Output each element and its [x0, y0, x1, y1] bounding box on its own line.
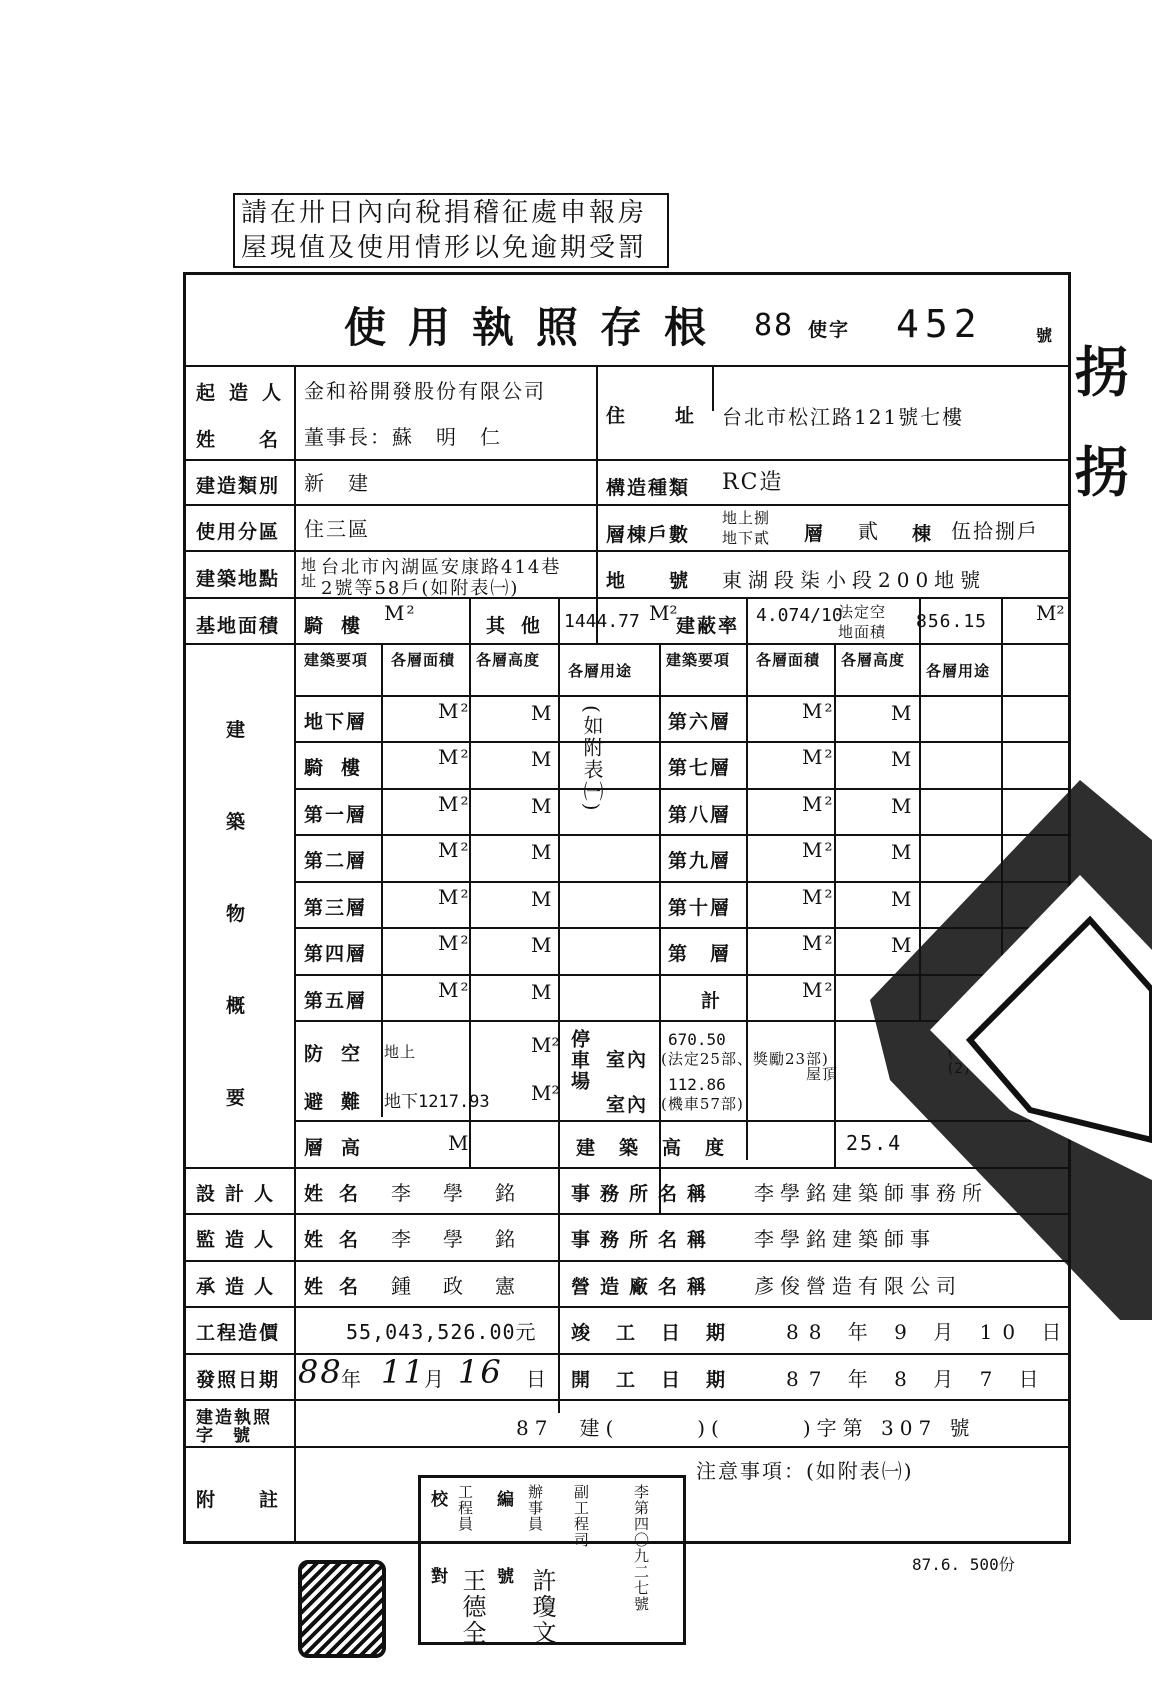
height-unit: M — [531, 840, 554, 864]
building-unit: 棟 — [912, 523, 934, 545]
side-label-1: 建 — [226, 719, 248, 741]
completion-label: 竣工日期 — [571, 1322, 752, 1344]
lot-label: 地號 — [606, 570, 733, 592]
shelter-label-2: 避難 — [304, 1091, 379, 1113]
designer-name-label: 姓名 — [304, 1183, 375, 1205]
storey-height-unit: M — [448, 1131, 471, 1155]
permit-prefix: 使字 — [808, 319, 851, 341]
designer-label: 設計人 — [196, 1183, 284, 1205]
contractor-name: 鍾 政 憲 — [391, 1274, 521, 1298]
header-height-left: 各層高度 — [476, 651, 541, 669]
designer-name: 李 學 銘 — [391, 1181, 521, 1205]
supervisor-name-label: 姓名 — [304, 1229, 375, 1251]
shelter-above: 地上 — [384, 1043, 417, 1061]
parking-note-1: (法定25部、獎勵23部) — [661, 1050, 829, 1068]
floors-above: 地上捌 — [722, 509, 771, 527]
designer-office-label: 事務所名稱 — [571, 1183, 717, 1205]
parking-area-2: 112.86 — [668, 1075, 726, 1094]
floor-row-left: 第二層 — [304, 850, 368, 872]
height-unit: M — [531, 980, 554, 1004]
shelter-below: 地下1217.93 — [384, 1092, 490, 1112]
area-unit: M² — [438, 885, 471, 909]
area-unit: M² — [802, 745, 835, 769]
site-addr-mini-label: 地址 — [299, 557, 317, 589]
height-unit: M — [531, 747, 554, 771]
issue-year: 88 — [298, 1353, 343, 1391]
start-label: 開工日期 — [571, 1369, 752, 1391]
base-area-label: 基地面積 — [196, 615, 281, 637]
floor-row-right: 第八層 — [668, 804, 732, 826]
header-use-right: 各層用途 — [926, 662, 991, 680]
building-height-label: 建築高度 — [576, 1137, 749, 1159]
area-unit: M² — [802, 978, 835, 1002]
cost-value: 55,043,526.00元 — [346, 1320, 537, 1344]
arcade-label: 騎樓 — [304, 615, 379, 637]
side-label-4: 概 — [226, 995, 248, 1017]
unit-count: 伍拾捌戶 — [951, 519, 1039, 543]
open-space-label-2: 地面積 — [838, 623, 887, 641]
site-address-line-2: 2號等58戶(如附表㈠) — [321, 578, 520, 599]
area-unit: M² — [802, 931, 835, 955]
height-unit: M — [891, 747, 914, 771]
floors-below: 地下貳 — [722, 529, 771, 547]
permit-suffix: 號 — [1036, 326, 1055, 345]
supervisor-office-label: 事務所名稱 — [571, 1229, 717, 1251]
floors-unit: 層 — [804, 523, 826, 545]
area-unit: M² — [438, 745, 471, 769]
official-seal-icon — [298, 1560, 386, 1658]
other-label: 其他 — [486, 615, 557, 637]
address-label: 住址 — [606, 405, 745, 427]
structure-type: RC造 — [722, 470, 784, 495]
permit-year: 88 — [754, 308, 795, 343]
building-count: 貳 — [858, 519, 880, 543]
engineer-name: 王德全 — [458, 1568, 486, 1646]
area-unit: M² — [438, 838, 471, 862]
floor-row-right: 第九層 — [668, 850, 732, 872]
side-character-2: 拐 — [1075, 440, 1129, 504]
form-print-code: 87.6. 500份 — [912, 1555, 1015, 1574]
permit-label-2: 字號 — [196, 1426, 270, 1446]
coverage-ratio: 4.074/10 — [756, 605, 843, 626]
completion-date: 88 年 9 月 10 日 — [786, 1320, 1072, 1344]
clerk-title: 辦事員 — [526, 1484, 544, 1532]
applicant-company: 金和裕開發股份有限公司 — [304, 379, 546, 403]
supervisor-office: 李學銘建築師事 — [754, 1227, 936, 1251]
floor-row-right: 第 層 — [668, 943, 732, 965]
contractor-label: 承造人 — [196, 1276, 284, 1298]
height-unit: M — [531, 933, 554, 957]
floor-row-left: 第五層 — [304, 990, 368, 1012]
building-height-value: 25.4 — [846, 1131, 903, 1155]
arcade-unit: M² — [384, 601, 417, 625]
structure-label: 構造種類 — [606, 477, 691, 499]
issue-year-unit: 年 — [341, 1367, 363, 1391]
height-unit: M — [891, 701, 914, 725]
remark-note: 注意事項：(如附表㈠) — [696, 1459, 914, 1483]
cost-label: 工程造價 — [196, 1322, 281, 1344]
zone-label: 使用分區 — [196, 521, 281, 543]
parking-label: 停車場 — [568, 1029, 590, 1092]
site-label: 建築地點 — [196, 568, 281, 590]
storey-height-label: 層高 — [304, 1137, 379, 1159]
open-space-label-1: 法定空 — [838, 603, 887, 621]
floor-row-left: 第四層 — [304, 943, 368, 965]
height-unit: M — [531, 701, 554, 725]
form-title: 使用執照存根 — [344, 303, 729, 352]
approval-stamp-box — [418, 1475, 686, 1645]
height-unit: M — [891, 840, 914, 864]
issue-day: 16 — [458, 1353, 503, 1391]
issue-month: 11 — [381, 1353, 426, 1391]
tax-notice-box — [233, 193, 669, 268]
notice-line-1: 請在卅日內向稅捐稽征處申報房 — [241, 198, 648, 228]
zone: 住三區 — [304, 517, 370, 541]
other-area: 1444.77 — [564, 611, 640, 632]
applicant-label: 起造人 — [196, 382, 296, 404]
lot-number: 東湖段柒小段200地號 — [722, 568, 987, 592]
floor-row-left: 第三層 — [304, 897, 368, 919]
header-area-right: 各層面積 — [756, 651, 821, 669]
header-item-left: 建築要項 — [304, 651, 369, 669]
use-note: (如附表㈠) — [580, 705, 604, 813]
height-unit: M — [531, 887, 554, 911]
applicant-name-label: 姓名 — [196, 429, 323, 451]
open-space-area: 856.15 — [916, 611, 988, 632]
issue-date-label: 發照日期 — [196, 1369, 281, 1391]
remark-label: 附註 — [196, 1489, 323, 1511]
parking-note-2: (機車57部) — [661, 1095, 744, 1113]
height-unit: M — [891, 794, 914, 818]
issue-month-unit: 月 — [424, 1367, 446, 1391]
contractor-firm-label: 營造廠名稱 — [571, 1276, 717, 1298]
roof-label: 屋頂 — [806, 1065, 839, 1083]
indoor-label-2: 室內 — [606, 1094, 649, 1116]
permit-number-value: 87 建( )( )字第 307 號 — [516, 1416, 976, 1440]
side-character-1: 拐 — [1075, 340, 1129, 404]
build-type: 新 建 — [304, 471, 370, 495]
area-unit: M² — [438, 978, 471, 1002]
applicant-chairman: 董事長：蘇 明 仁 — [304, 425, 502, 449]
edit-label: 編號 — [493, 1490, 513, 1644]
header-area-left: 各層面積 — [391, 651, 456, 669]
diagonal-seal-icon — [850, 780, 1152, 1320]
floor-row-right: 第七層 — [668, 757, 732, 779]
floor-row-left: 地下層 — [304, 711, 368, 733]
permit-label-1: 建造執照 — [196, 1408, 272, 1428]
height-unit: M — [891, 887, 914, 911]
shelter-below-unit: M² — [531, 1081, 560, 1105]
build-type-label: 建造類別 — [196, 475, 281, 497]
contractor-name-label: 姓名 — [304, 1276, 375, 1298]
parking-area-1: 670.50 — [668, 1030, 726, 1049]
area-unit: M² — [438, 792, 471, 816]
height-unit: M — [891, 933, 914, 957]
area-unit: M² — [438, 931, 471, 955]
open-space-unit: M² — [1036, 601, 1065, 625]
floor-row-right: 第六層 — [668, 711, 732, 733]
applicant-address: 台北市松江路121號七樓 — [722, 405, 965, 429]
other-unit: M² — [649, 601, 678, 625]
floors-label: 層棟戶數 — [606, 524, 691, 546]
indoor-label-1: 室內 — [606, 1049, 649, 1071]
issue-day-unit: 日 — [526, 1367, 548, 1391]
side-label-2: 築 — [226, 811, 248, 833]
start-date: 87 年 8 月 7 日 — [786, 1367, 1049, 1391]
floor-row-right-total: 計 — [701, 990, 723, 1012]
area-unit: M² — [438, 699, 471, 723]
contractor-firm: 彥俊營造有限公司 — [754, 1274, 962, 1298]
side-label-3: 物 — [226, 903, 248, 925]
side-label-5: 要 — [226, 1087, 248, 1109]
shelter-label-1: 防空 — [304, 1043, 379, 1065]
notice-line-2: 屋現值及使用情形以免逾期受罰 — [241, 233, 648, 263]
floor-row-right: 第十層 — [668, 897, 732, 919]
permit-number: 452 — [896, 302, 983, 346]
area-unit: M² — [802, 838, 835, 862]
designer-office: 李學銘建築師事務所 — [754, 1181, 988, 1205]
area-unit: M² — [802, 699, 835, 723]
area-unit: M² — [802, 792, 835, 816]
supervisor-name: 李 學 銘 — [391, 1227, 521, 1251]
license-note: 李第四〇九二七號 — [632, 1484, 650, 1612]
coverage-label: 建蔽率 — [676, 615, 740, 637]
site-address-line-1: 台北市內湖區安康路414巷 — [321, 557, 562, 578]
shelter-above-unit: M² — [531, 1033, 560, 1057]
header-height-right: 各層高度 — [841, 651, 906, 669]
header-use-left: 各層用途 — [568, 662, 633, 680]
engineer-title: 工程員 — [456, 1484, 474, 1532]
check-label: 校對 — [427, 1490, 447, 1644]
clerk-name: 許瓊文 — [528, 1568, 556, 1646]
header-item-right: 建築要項 — [666, 651, 731, 669]
floor-row-left: 騎樓 — [304, 757, 379, 779]
area-unit: M² — [802, 885, 835, 909]
supervisor-label: 監造人 — [196, 1229, 284, 1251]
deputy-title: 副工程司 — [572, 1484, 590, 1548]
height-unit: M — [531, 794, 554, 818]
floor-row-left: 第一層 — [304, 804, 368, 826]
